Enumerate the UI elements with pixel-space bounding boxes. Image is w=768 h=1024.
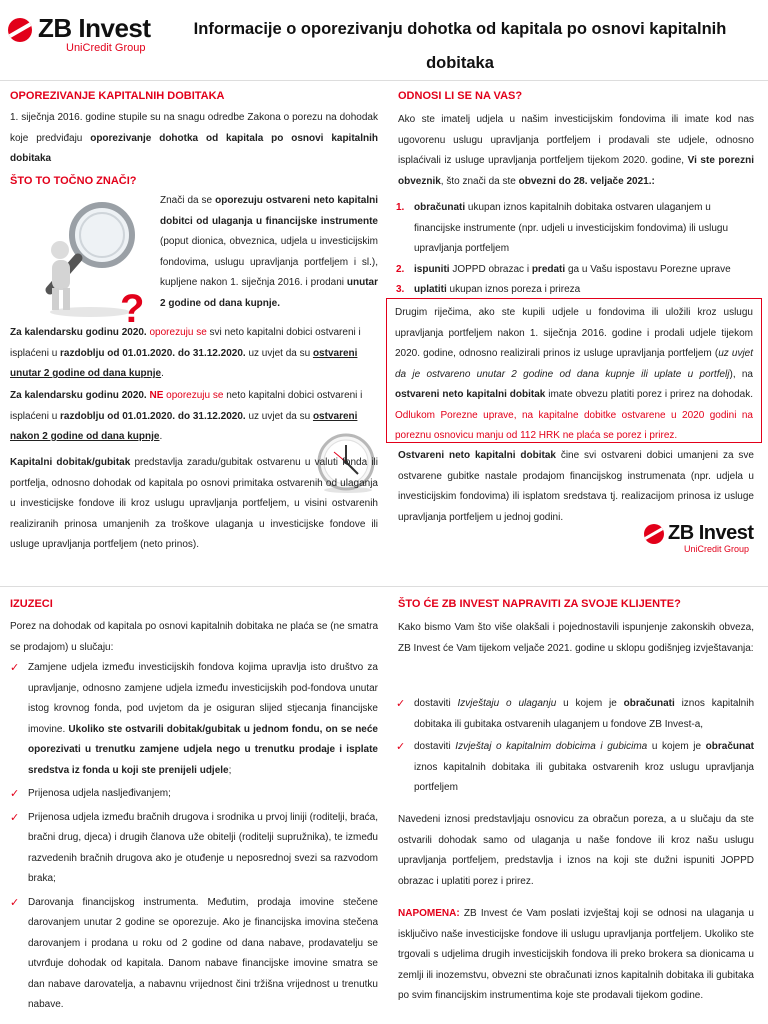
drugim-rijecima-box: Drugim riječima, ako ste kupili udjele u fondovima ili uložili kroz uslugu upravljanja portfeljem nakon 1. siječnja 2016. godine i prodali udjele tijekom 2020. godine, odnosno realizirali prinos iz usluge upravljanja portfeljem (uz uvjet da je ostvareno unutar 2 godine od dana kupnje ili uplate u portfelj), na ostvareni neto kapitalni dobitak imate obvezu platiti porez i prirez na dohodak. Odlukom Porezne uprave, na kapitalne dobitke ostvarene u 2020 godini na poreznu osnovicu manju od 112 HRK ne plaća se porez i prirez. bbox=[386, 298, 762, 443]
section-heading-sto-znaci: ŠTO TO TOČNO ZNAČI? bbox=[10, 175, 137, 187]
right-divider bbox=[384, 586, 768, 587]
list-item: 3. uplatiti ukupan iznos poreza i prireza bbox=[396, 284, 581, 295]
page-title-wrap bbox=[160, 12, 760, 80]
check-icon: ✓ bbox=[10, 896, 20, 909]
kako-bismo-paragraph: Kako bismo Vam što više olakšali i pojednostavili ispunjenje zakonskih obveza, ZB Invest će Vam tijekom veljače 2021. godine u sklopu godišnjeg izvještavanja: bbox=[398, 622, 754, 654]
check-icon: ✓ bbox=[10, 788, 20, 800]
page-title: Informacije o oporezivanju dohotka od kapitala po osnovi kapitalnih dobitaka bbox=[193, 20, 727, 72]
kalendarska-godina-oporezuju: Za kalendarsku godinu 2020. oporezuju se svi neto kapitalni dobici ostvareni i isplaćeni u razdoblju od 01.01.2020. do 31.12.2020. uz uvjet da su ostvareni unutar 2 godine od dana kupnje. bbox=[10, 327, 361, 379]
logo-brand: ZB Invest bbox=[38, 13, 151, 43]
list-item: 1. obračunati ukupan iznos kapitalnih dobitaka ostvaren ulaganjem u financijske instrumente (npr. udjeli u investicijskim fondovima) ili uslugu upravljanja portfeljem bbox=[396, 202, 729, 254]
intro-paragraph: 1. siječnja 2016. godine stupile su na snagu odredbe Zakona o porezu na dohodak koje predviđaju oporezivanje dohotka od kapitala po osnovi kapitalnih dobitaka bbox=[10, 112, 378, 164]
list-item: ✓ Prijenosa udjela između bračnih drugova i srodnika u prvoj liniji (roditelji, braća, bračni drug, djeca) i drugih članova uže obitelji (roditelji supružnika), te između razvedenih bračnih drugova ako je otuđenje u neposrednoj svezi sa razvodom braka; bbox=[10, 808, 378, 890]
list-item: ✓ dostaviti Izvještaju o ulaganju u kojem je obračunati iznos kapitalnih dobitaka ili gubitaka ostvarenih ulaganjem u fondove ZB Invest-a, bbox=[396, 694, 754, 735]
izuzeci-intro: Porez na dohodak od kapitala po osnovi kapitalnih dobitaka ne plaća se (ne smatra se prodajom) u slučaju: bbox=[10, 621, 379, 653]
zb-logo-icon bbox=[644, 524, 664, 544]
check-icon: ✓ bbox=[10, 662, 20, 674]
check-icon: ✓ bbox=[396, 698, 406, 710]
ostvareni-neto-paragraph: Ostvareni neto kapitalni dobitak čine svi ostvareni dobici umanjeni za sve ostvarene gubitke nastale prodajom financijskog instrumenata (npr. udjela u investicijskim fondovima) ili isplatom sredstava tj. realizacijom prinosa iz usluge upravljanja portfeljem u jednoj godini. bbox=[398, 450, 754, 523]
list-item: 2. ispuniti JOPPD obrazac i predati ga u Vašu ispostavu Porezne uprave bbox=[396, 263, 731, 275]
navedeni-iznosi-paragraph: Navedeni iznosi predstavljaju osnovicu za obračun poreza, a u slučaju da ste ostvarili dohodak samo od ulaganja u naše fondove ili kroz našu uslugu upravljanja portfeljem, predstavlja i iznos na koji ste dužni ispuniti JOPPD obrazac i uplatiti porez i prirez. bbox=[398, 814, 754, 887]
check-icon: ✓ bbox=[10, 811, 20, 824]
kapitalni-dobitak-paragraph: Kapitalni dobitak/gubitak predstavlja zaradu/gubitak ostvarenu u valuti fonda ili portfelja, odnosno dohodak od kapitala po osnovi primitaka ostvarenih od ulaganja u investicijske fondove ili kroz uslugu upravljanja portfeljem, u visini ostvarenih realiziranih prinosa umanjenih za troškove ulaganja u investicijske fondove ili usluge upravljanja portfeljem (neto prinos). bbox=[10, 457, 378, 550]
section-heading-oporezivanje: OPOREZIVANJE KAPITALNIH DOBITAKA bbox=[10, 90, 225, 102]
dostava-list bbox=[396, 694, 754, 799]
izuzeci-list bbox=[10, 658, 378, 1016]
logo-sub: UniCredit Group bbox=[684, 544, 750, 554]
napomena-paragraph: NAPOMENA: ZB Invest će Vam poslati izvještaj koji se odnosi na ulaganja u isključivo naše investicijske fondove ili uslugu upravljanja portfeljem. Ukoliko ste trgovali s udjelima drugih investicijskih fondova ili preko brokera sa dionicama u zemlji ili inozemstvu, obvezni ste obračunati iznos kapitalnih dobitaka ili gubitaka po svim financijskim instrumentima koje ste prodavali tijekom godine. bbox=[398, 908, 754, 1001]
logo-brand: ZB Invest bbox=[668, 522, 754, 544]
list-item: ✓ Prijenosa udjela nasljeđivanjem; bbox=[10, 784, 378, 805]
odnosi-paragraph: Ako ste imatelj udjela u našim investicijskim fondovima ili imate kod nas ugovorenu uslugu upravljanja portfeljem i prodavali ste udjele, odnosno isplaćivali iz usluge upravljanja portfeljem tijekom 2020. godine, Vi ste porezni obveznik, što znači da ste obvezni do 28. veljače 2021.: bbox=[398, 114, 754, 187]
question-mark-icon: ? bbox=[120, 287, 145, 331]
obveze-list bbox=[396, 198, 754, 301]
kalendarska-godina-ne-oporezuju: Za kalendarsku godinu 2020. NE oporezuju se neto kapitalni dobici ostvareni i isplaćeni u razdoblju od 01.01.2020. do 31.12.2020. uz uvjet da su ostvareni nakon 2 godine od dana kupnje. bbox=[10, 390, 363, 442]
list-item: ✓ Zamjene udjela između investicijskih fondova kojima upravlja isto društvo za upravljanje, odnosno zamjene udjela između investicijskih pod-fondova unutar istog krovnog fonda, pod uvjetom da je osiguran slijed stjecanja financijske imovine. Ukoliko ste ostvarili dobitak/gubitak u jednom fondu, on se neće oporezivati u trenutku zamjene udjela nego u trenutku prodaje i isplate sredstva iz fonda u koji ste prenijeli udjele; bbox=[10, 658, 378, 781]
zb-invest-logo bbox=[8, 14, 151, 54]
list-item: ✓ Darovanja financijskog instrumenta. Međutim, prodaja imovine stečene darovanjem unutar 2 godine se oporezuje. Ako je financijska imovina stečena darovanjem i prodana u roku od 2 godine od dana nabave, prodavatelju se utvrđuje dohodak od kapitala. Danom nabave financijske imovine smatra se dan nabave darovatelja, a nabavnu vrijednost čini tržišna vrijednost u trenutku nabave. bbox=[10, 893, 378, 1016]
section-heading-odnosi-li: ODNOSI LI SE NA VAS? bbox=[398, 90, 523, 102]
zb-logo-icon bbox=[8, 18, 32, 42]
zb-invest-logo-small bbox=[644, 522, 754, 554]
check-icon: ✓ bbox=[396, 741, 406, 753]
list-item: ✓ dostaviti Izvještaj o kapitalnim dobicima i gubicima u kojem je obračunat iznos kapitalnih dobitaka ili gubitaka ostvarenih kroz uslugu upravljanja portfeljem bbox=[396, 737, 754, 799]
znaci-paragraph: Znači da se oporezuju ostvareni neto kapitalni dobitci od ulaganja u financijske instrumente (poput dionica, obveznica, udjela u investicijskim fondovima, uslugu upravljanja portfeljem i sl.), kupljene nakon 1. siječnja 2016. i prodani unutar 2 godine od dana kupnje. bbox=[160, 195, 378, 309]
header-divider bbox=[0, 80, 768, 81]
logo-sub: UniCredit Group bbox=[66, 42, 146, 54]
left-divider bbox=[0, 586, 384, 587]
section-heading-izuzeci: IZUZECI bbox=[10, 598, 53, 610]
section-heading-sto-ce-zb: ŠTO ĆE ZB INVEST NAPRAVITI ZA SVOJE KLIJENTE? bbox=[398, 598, 681, 610]
